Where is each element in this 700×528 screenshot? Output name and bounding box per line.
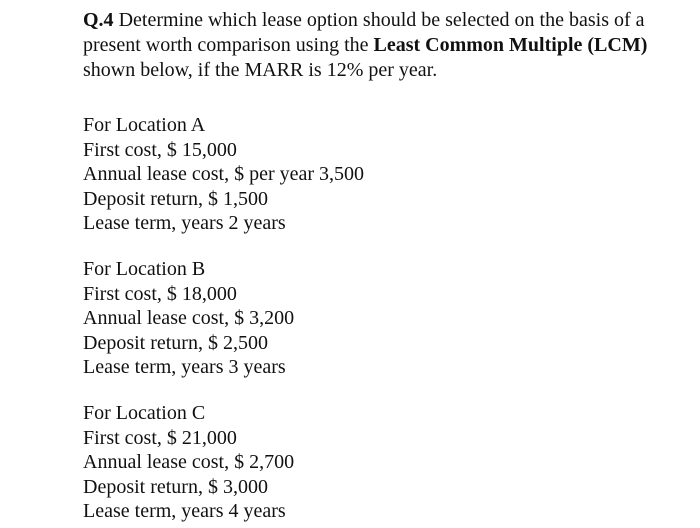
location-b-heading: For Location B	[83, 258, 206, 280]
question-bold-term: Least Common Multiple (LCM)	[373, 34, 648, 56]
question-text-part-2: shown below, if the MARR is 12% per year.	[83, 59, 438, 81]
location-a-block	[83, 113, 643, 236]
question-text-part-1: Determine which lease option should be selected on the basis of a present worth comparison using the	[83, 9, 645, 56]
location-b-first-cost: First cost, $ 18,000	[83, 282, 237, 305]
location-b-deposit-return: Deposit return, $ 2,500	[83, 331, 268, 354]
location-c-lease-term: Lease term, years 4 years	[83, 500, 286, 522]
location-c-first-cost: First cost, $ 21,000	[83, 426, 237, 449]
location-a-heading: For Location A	[83, 114, 206, 136]
location-c-annual-lease-cost: Annual lease cost, $ 2,700	[83, 451, 295, 473]
location-a-first-cost: First cost, $ 15,000	[83, 138, 237, 161]
location-c-block	[83, 401, 643, 524]
location-a-annual-lease-cost: Annual lease cost, $ per year 3,500	[83, 163, 365, 185]
location-c-heading: For Location C	[83, 402, 206, 424]
location-a-lease-term: Lease term, years 2 years	[83, 212, 286, 234]
location-b-lease-term: Lease term, years 3 years	[83, 356, 286, 378]
location-c-deposit-return: Deposit return, $ 3,000	[83, 475, 268, 498]
location-b-block	[83, 257, 643, 380]
question-paragraph	[83, 8, 683, 83]
location-a-deposit-return: Deposit return, $ 1,500	[83, 187, 268, 210]
location-b-annual-lease-cost: Annual lease cost, $ 3,200	[83, 307, 295, 329]
question-number: Q.4	[83, 9, 114, 31]
